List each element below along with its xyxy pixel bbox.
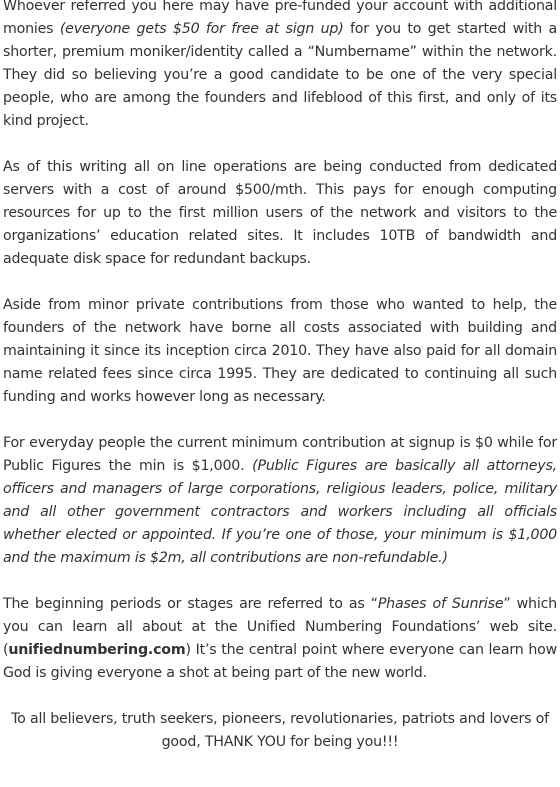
paragraph-operations: As of this writing all on line operations are being conducted from dedicated servers with a cost of around $500/mth. This pays for enough computing resources for up to the first million users of the network and visitors to the organizations’ education related sites. It includes 10TB of bandwidth and adequate disk space for redundant backups. (3, 159, 557, 267)
paragraph-contributions-text: For everyday people the current minimum contribution at signup is $0 while for Public Figures the min is $1,000. (3, 435, 557, 474)
paragraph-phases (3, 593, 557, 685)
paragraph-thanks: To all believers, truth seekers, pioneers, revolutionaries, patriots and lovers of good, THANK YOU for being you!!! (11, 711, 549, 750)
document-body (3, 0, 557, 754)
paragraph-referral-italic: (everyone gets $50 for free at sign up) (59, 21, 344, 37)
paragraph-contributions (3, 432, 557, 570)
paragraph-referral-text-2: for you to get started with a shorter, premium moniker/identity called a “Numbername” within the network. They did so believing you’re a good candidate to be one of the very special people, who are among the founders and lifeblood of this first, and only of its kind project. (3, 21, 557, 129)
paragraph-funding: Aside from minor private contributions from those who wanted to help, the founders of the network have borne all costs associated with building and maintaining it since its inception circa 2010. They have also paid for all domain name related fees since circa 1995. They are dedicated to continuing all such funding and works however long as necessary. (3, 297, 557, 405)
paragraph-referral (3, 0, 557, 133)
paragraph-phases-text-3: ) It’s the central point where everyone can learn how God is giving everyone a shot at being part of the new world. (3, 642, 557, 681)
website-name: unifiednumbering.com (8, 642, 186, 658)
paragraph-contributions-italic: (Public Figures are basically all attorneys, officers and managers of large corporations, religious leaders, police, military and all other government contractors and workers including all officials whether elected or appointed. If you’re one of those, your minimum is $1,000 and the maximum is $2m, all contributions are non-refundable.) (3, 458, 557, 566)
paragraph-referral-text-1: Whoever referred you here may have pre-funded your account with additional monies (3, 0, 557, 37)
paragraph-phases-italic: Phases of Sunrise (377, 596, 504, 612)
paragraph-phases-text-2: ” which you can learn all about at the Unified Numbering Foundations’ web site. ( (3, 596, 557, 658)
paragraph-phases-text-1: The beginning periods or stages are referred to as “ (3, 596, 378, 612)
